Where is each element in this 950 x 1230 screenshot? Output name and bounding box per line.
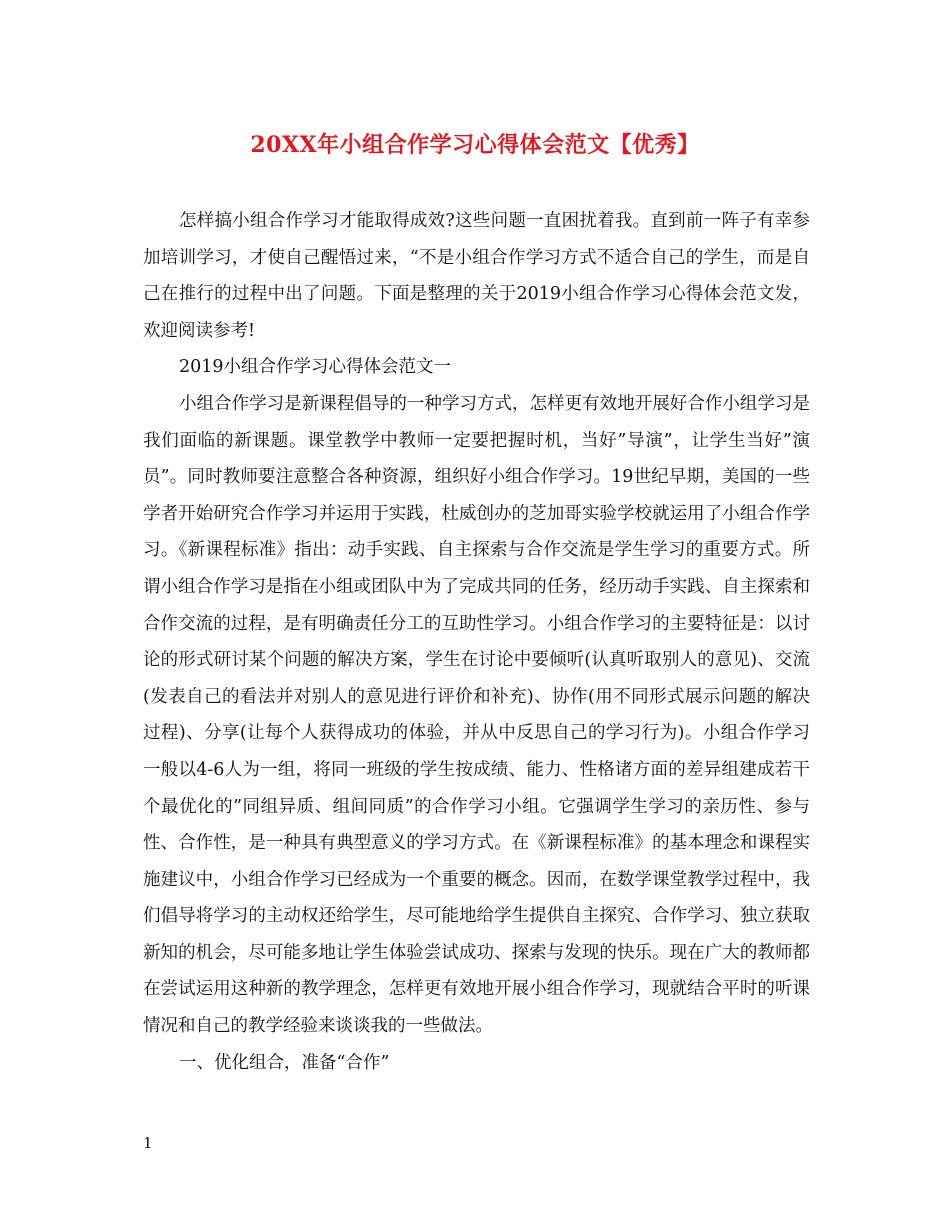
document-title: 20XX年小组合作学习心得体会范文【优秀】 <box>250 132 700 158</box>
subsection-heading: 一、优化组合，准备“合作” <box>179 1052 390 1073</box>
section-heading-sample-one: 2019小组合作学习心得体会范文一 <box>179 357 452 378</box>
document-body <box>143 203 810 1081</box>
intro-paragraph: 怎样搞小组合作学习才能取得成效?这些问题一直困扰着我。直到前一阵子有幸参加培训学习，才使自己醒悟过来，“不是小组合作学习方式不适合自己的学生，而是自己在推行的过程中出了问题。下面是整理的关于2019小组合作学习心得体会范文发，欢迎阅读参考! <box>143 211 810 341</box>
page-number: 1 <box>143 1134 153 1152</box>
body-paragraph: 小组合作学习是新课程倡导的一种学习方式，怎样更有效地开展好合作小组学习是我们面临的新课题。课堂教学中教师一定要把握时机，当好”导演”，让学生当好”演员”。同时教师要注意整合各种资源，组织好小组合作学习。19世纪早期，美国的一些学者开始研究合作学习并运用于实践，杜威创办的芝加哥实验学校就运用了小组合作学习。《新课程标准》指出：动手实践、自主探索与合作交流是学生学习的重要方式。所谓小组合作学习是指在小组或团队中为了完成共同的任务，经历动手实践、自主探索和合作交流的过程，是有明确责任分工的互助性学习。小组合作学习的主要特征是：以讨论的形式研讨某个问题的解决方案，学生在讨论中要倾听(认真听取别人的意见)、交流(发表自己的看法并对别人的意见进行评价和补充)、协作(用不同形式展示问题的解决过程)、分享(让每个人获得成功的体验，并从中反思自己的学习行为)。小组合作学习一般以4-6人为一组，将同一班级的学生按成绩、能力、性格诸方面的差异组建成若干个最优化的”同组异质、组间同质”的合作学习小组。它强调学生学习的亲历性、参与性、合作性，是一种具有典型意义的学习方式。在《新课程标准》的基本理念和课程实施建议中，小组合作学习已经成为一个重要的概念。因而，在数学课堂教学过程中，我们倡导将学习的主动权还给学生，尽可能地给学生提供自主探究、合作学习、独立获取新知的机会，尽可能多地让学生体验尝试成功、探索与发现的快乐。现在广大的教师都在尝试运用这种新的教学理念，怎样更有效地开展小组合作学习，现就结合平时的听课情况和自己的教学经验来谈谈我的一些做法。 <box>143 393 810 1037</box>
